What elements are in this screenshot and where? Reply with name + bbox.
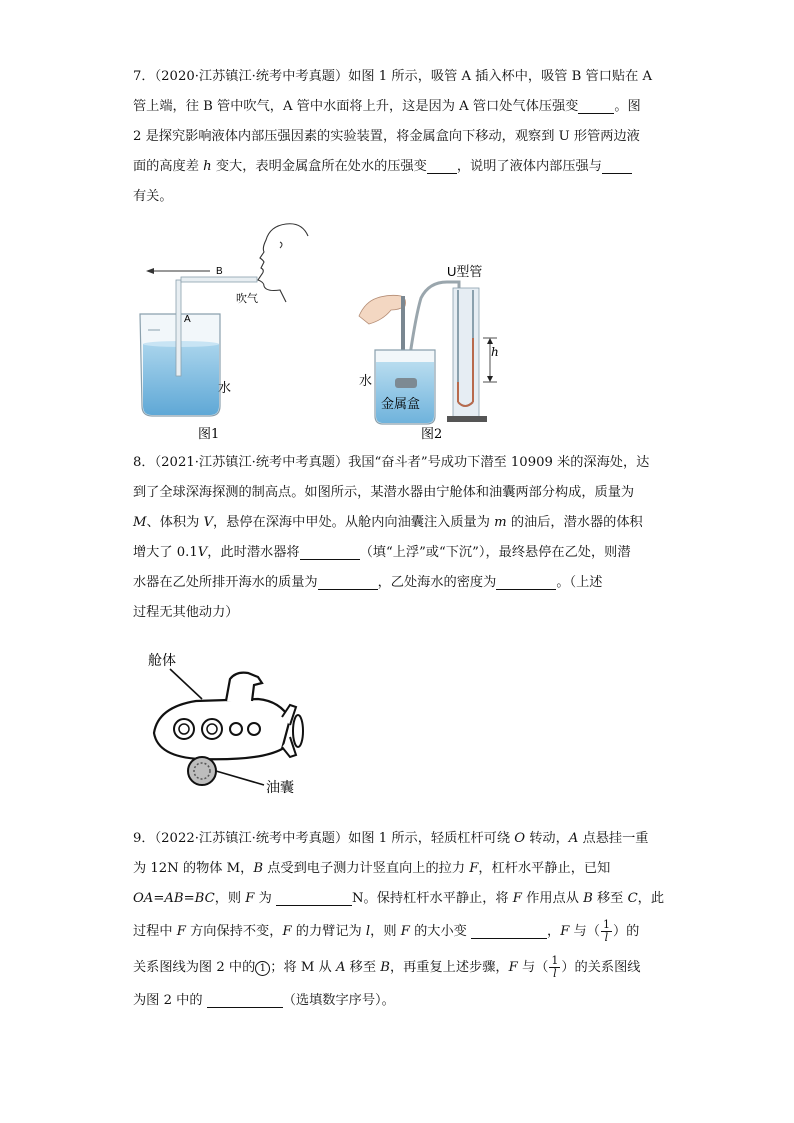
porthole-icon [230, 723, 242, 735]
label-water: 水 [218, 381, 232, 396]
q9-line-3 [133, 884, 665, 914]
question-9 [133, 824, 665, 1016]
q8-text-4b: ，此时潜水器将 [207, 545, 300, 560]
figure-1-caption: 图1 [198, 427, 220, 442]
q9-text-2b: 点受到电子测力计竖直向上的拉力 [263, 861, 470, 876]
u-tube-board [453, 288, 479, 418]
figure-submersible [140, 645, 315, 800]
metal-box [395, 378, 417, 388]
q8-text-5b: ，乙处海水的密度为 [377, 575, 497, 590]
fraction-denominator: l [553, 967, 557, 980]
label-b: B [216, 266, 223, 277]
answer-blank[interactable] [276, 889, 352, 906]
q7-text-4a: 面的高度差 [133, 159, 204, 174]
var-m-upper: M [133, 515, 147, 530]
oil-bag [188, 757, 216, 785]
q9-text-4b: 方向保持不变， [185, 924, 283, 939]
q7-line-3 [133, 122, 661, 152]
q7-line-1 [133, 62, 661, 92]
answer-blank[interactable] [602, 157, 632, 174]
var-b: B [380, 960, 390, 975]
q8-text-2: 到了全球深海探测的制高点。如图所示，某潜水器由宁舱体和油囊两部分构成，质量为 [133, 485, 635, 500]
label-u-tube: U型管 [447, 264, 483, 279]
answer-blank[interactable] [496, 573, 556, 590]
fraction-one-over-l [601, 919, 612, 944]
q7-text-5: 有关。 [133, 189, 173, 204]
answer-blank[interactable] [471, 922, 547, 939]
q9-text-5d: ，再重复上述步骤， [389, 960, 509, 975]
q9-text-3d: 作用点从 [521, 891, 584, 906]
q9-text-5b: ；将 M 从 [270, 960, 336, 975]
q9-line-5 [133, 950, 661, 986]
answer-blank[interactable] [427, 157, 457, 174]
var-f: F [282, 924, 292, 939]
q8-line-4 [133, 538, 661, 568]
answer-blank[interactable] [300, 543, 360, 560]
q7-line-5 [133, 182, 661, 212]
q7-line-2 [133, 92, 661, 122]
q7-line-4 [133, 152, 661, 182]
q9-text-5a: 关系图线为图 2 中的 [133, 960, 256, 975]
q9-text-3c: N。保持杠杆水平静止，将 [352, 891, 513, 906]
straw-a [176, 280, 181, 376]
q9-text-4h: ）的 [612, 924, 640, 939]
fraction-denominator: l [604, 931, 609, 944]
q9-text-3e: 移至 [592, 891, 628, 906]
face-profile-icon [258, 224, 308, 302]
circled-number: 1 [255, 961, 270, 976]
answer-blank[interactable] [578, 97, 614, 114]
figure-1-straw-beaker [130, 222, 310, 444]
arrow-left-icon [146, 268, 154, 274]
q8-text-1: 8．（2021·江苏镇江·统考中考真题）我国“奋斗者”号成功下潜至 10909 米的深海处，达 [133, 455, 650, 470]
q8-line-3 [133, 508, 661, 538]
q9-text-4c: 的力臂记为 [291, 924, 366, 939]
q8-line-1 [133, 448, 661, 478]
water [376, 362, 434, 423]
q8-text-3c: 的油后，潜水器的体积 [506, 515, 643, 530]
q9-line-6 [133, 986, 661, 1016]
q9-text-3f: ，此 [637, 891, 665, 906]
q7-text-2: 管上端，往 B 管中吹气，A 管中水面将上升，这是因为 A 管口处气体压强变 [133, 99, 579, 114]
q9-text-3b: 为 [254, 891, 276, 906]
var-h: h [203, 159, 212, 174]
q9-text-2c: ，杠杆水平静止，已知 [478, 861, 611, 876]
q8-text-4c: （填“上浮”或“下沉”），最终悬停在乙处，则潜 [359, 545, 631, 560]
q7-text-2-end: 。图 [614, 99, 641, 114]
var-l: l [365, 924, 371, 939]
var-v: V [203, 515, 213, 530]
var-a: A [568, 831, 579, 846]
var-f: F [245, 891, 255, 906]
var-f: F [400, 924, 410, 939]
fraction-numerator: 1 [551, 954, 559, 967]
q8-text-3a: 、体积为 [146, 515, 204, 530]
var-a: A [335, 960, 346, 975]
q7-text-4c: ，说明了液体内部压强与 [456, 159, 602, 174]
q9-text-4g: 与（ [569, 924, 600, 939]
q9-text-4d: ，则 [370, 924, 401, 939]
q9-text-6a: 为图 2 中的 [133, 993, 207, 1008]
q8-text-3b: ，悬停在深海中甲处。从舱内向油囊注入质量为 [213, 515, 495, 530]
answer-blank[interactable] [207, 991, 283, 1008]
q7-text-1: 7．（2020·江苏镇江·统考中考真题）如图 1 所示，吸管 A 插入杯中，吸管 B 管口贴在 A [133, 69, 653, 84]
q8-line-5 [133, 568, 661, 598]
label-h: h [491, 345, 499, 359]
q9-text-3a: ，则 [214, 891, 246, 906]
var-o: O [514, 831, 526, 846]
q9-text-1b: 转动， [525, 831, 569, 846]
question-8 [133, 448, 661, 628]
q8-text-5a: 水器在乙处所排开海水的质量为 [133, 575, 318, 590]
var-f: F [512, 891, 522, 906]
q9-text-5e: 与（ [517, 960, 549, 975]
var-f: F [560, 924, 570, 939]
q9-text-6b: （选填数字序号）。 [282, 993, 395, 1008]
var-f: F [176, 924, 186, 939]
q9-text-4e: 的大小变 [409, 924, 472, 939]
q9-line-2 [133, 854, 661, 884]
q7-text-4b: 变大，表明金属盒所在处水的压强变 [211, 159, 427, 174]
q9-text-2a: 为 12N 的物体 M， [133, 861, 254, 876]
fraction-one-over-l [549, 955, 560, 980]
figure-2-caption: 图2 [421, 427, 443, 442]
var-v: V [197, 545, 208, 560]
propeller-icon [293, 715, 303, 747]
q9-text-1a: 9．（2022·江苏镇江·统考中考真题）如图 1 所示，轻质杠杆可绕 [133, 831, 515, 846]
q7-text-3: 2 是探究影响液体内部压强因素的实验装置，将金属盒向下移动，观察到 U 形管两边液 [133, 129, 640, 144]
label-water: 水 [359, 374, 373, 389]
var-m: m [494, 515, 507, 530]
porthole-icon [248, 723, 260, 735]
label-a: A [184, 314, 191, 325]
var-f: F [469, 861, 479, 876]
var-b: B [583, 891, 593, 906]
hand-icon [359, 295, 406, 324]
q9-text-5f: ）的关系图线 [561, 960, 641, 975]
var-b: B [253, 861, 264, 876]
q9-line-4 [133, 914, 661, 950]
q8-line-6 [133, 598, 661, 628]
submarine-tower [226, 673, 262, 701]
q9-text-4a: 过程中 [133, 924, 177, 939]
figure-2-u-tube [355, 258, 525, 444]
q8-text-4a: 增大了 0.1 [133, 545, 198, 560]
label-metal-box: 金属盒 [381, 397, 421, 412]
equation-oa-ab-bc: OA=AB=BC [133, 891, 215, 906]
answer-blank[interactable] [318, 573, 378, 590]
straw-b [181, 277, 257, 282]
q9-text-4f: ， [547, 924, 561, 939]
var-f: F [508, 960, 518, 975]
label-blow: 吹气 [236, 293, 258, 305]
q8-text-6: 过程无其他动力） [133, 605, 239, 620]
q8-text-5c: 。（上述 [556, 575, 603, 590]
label-oil-bag: 油囊 [266, 779, 294, 795]
question-7 [133, 62, 661, 212]
stand-base [447, 416, 487, 422]
fraction-numerator: 1 [602, 918, 610, 931]
var-c: C [627, 891, 638, 906]
q8-line-2 [133, 478, 661, 508]
q9-text-1c: 点悬挂一重 [578, 831, 649, 846]
q9-text-5c: 移至 [345, 960, 381, 975]
label-hull: 舱体 [148, 652, 176, 668]
q9-line-1 [133, 824, 661, 854]
